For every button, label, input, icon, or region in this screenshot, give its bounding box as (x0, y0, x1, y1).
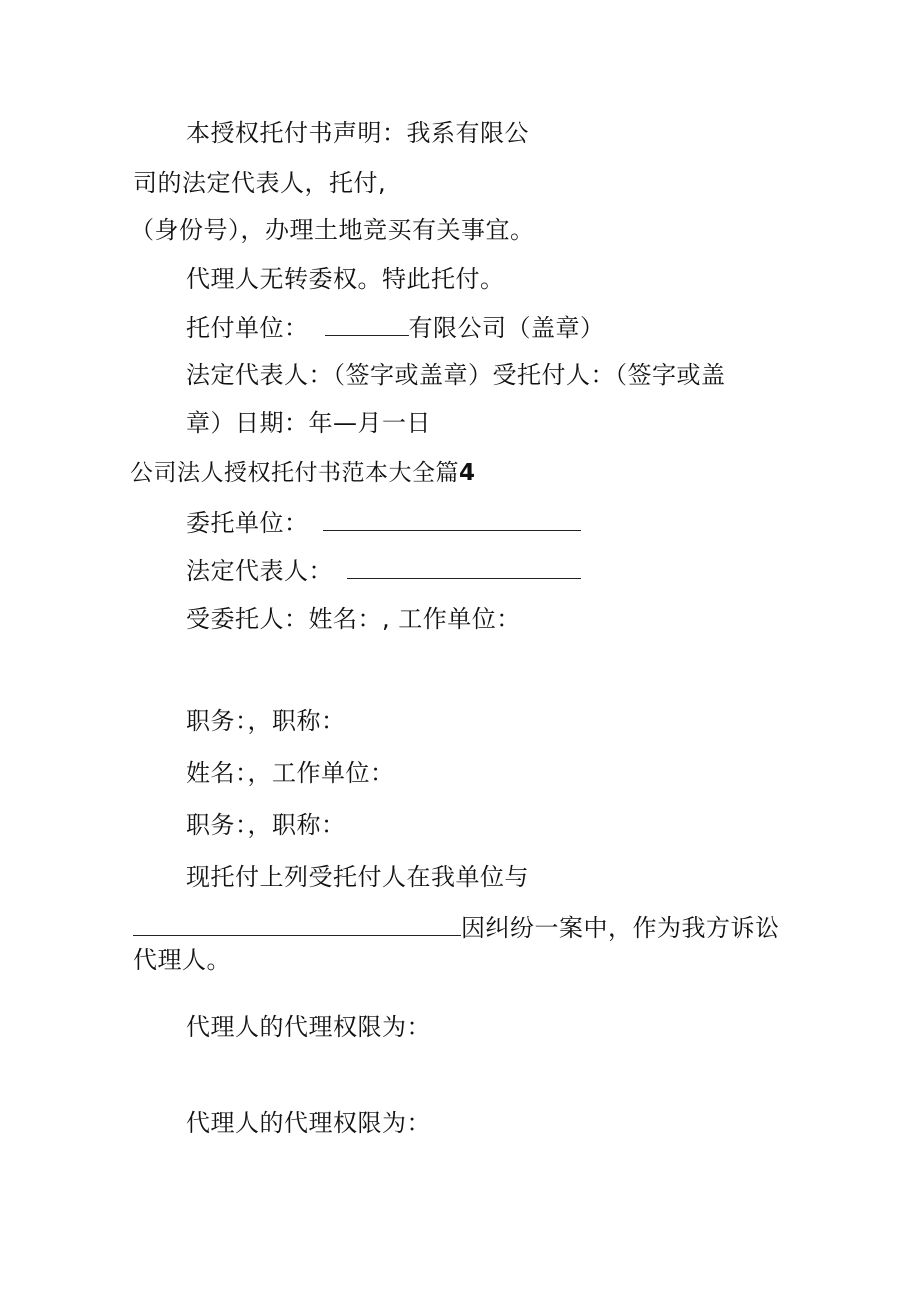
entrust-unit-line (186, 508, 581, 538)
section-heading (130, 458, 476, 488)
dispute-line (133, 913, 780, 943)
principal-unit-line (186, 313, 605, 343)
declaration-line-1: 本授权托付书声明：我系有限公 (186, 119, 529, 147)
declaration-line-2: 司的法定代表人，托付, (133, 169, 387, 197)
no-subdelegation-line: 代理人无转委权。特此托付。 (186, 265, 505, 293)
trustee-line: 受委托人：姓名：, 工作单位： (186, 605, 521, 633)
dispute-party-blank (133, 913, 461, 936)
entrust-unit-label: 委托单位： (186, 509, 309, 537)
position-line-2: 职务：，职称： (186, 811, 346, 839)
position-line-1: 职务：，职称： (186, 707, 346, 735)
signature-line: 法定代表人：（签字或盖章）受托付人：（签字或盖 (186, 361, 726, 389)
agent-line: 代理人。 (133, 946, 231, 974)
name-line-2: 姓名：，工作单位： (186, 759, 395, 787)
commission-line: 现托付上列受托付人在我单位与 (186, 863, 529, 891)
section-heading-number: 4 (459, 460, 476, 486)
authority-line-2: 代理人的代理权限为： (186, 1109, 431, 1137)
principal-unit-label: 托付单位： (186, 314, 309, 342)
declaration-line-3: （身份号），办理土地竞买有关事宜。 (130, 216, 535, 244)
legal-rep-line (186, 556, 581, 586)
legal-rep-label: 法定代表人： (186, 557, 333, 585)
authority-line-1: 代理人的代理权限为： (186, 1013, 431, 1041)
dispute-text: 因纠纷一案中，作为我方诉讼 (461, 914, 780, 942)
company-seal-text: 有限公司（盖章） (408, 314, 605, 342)
entrust-unit-blank (323, 508, 581, 531)
legal-rep-blank (347, 556, 581, 579)
principal-unit-blank (325, 313, 409, 336)
date-line: 章）日期：年—月一日 (186, 409, 431, 437)
section-heading-text: 公司法人授权托付书范本大全篇 (130, 460, 459, 486)
